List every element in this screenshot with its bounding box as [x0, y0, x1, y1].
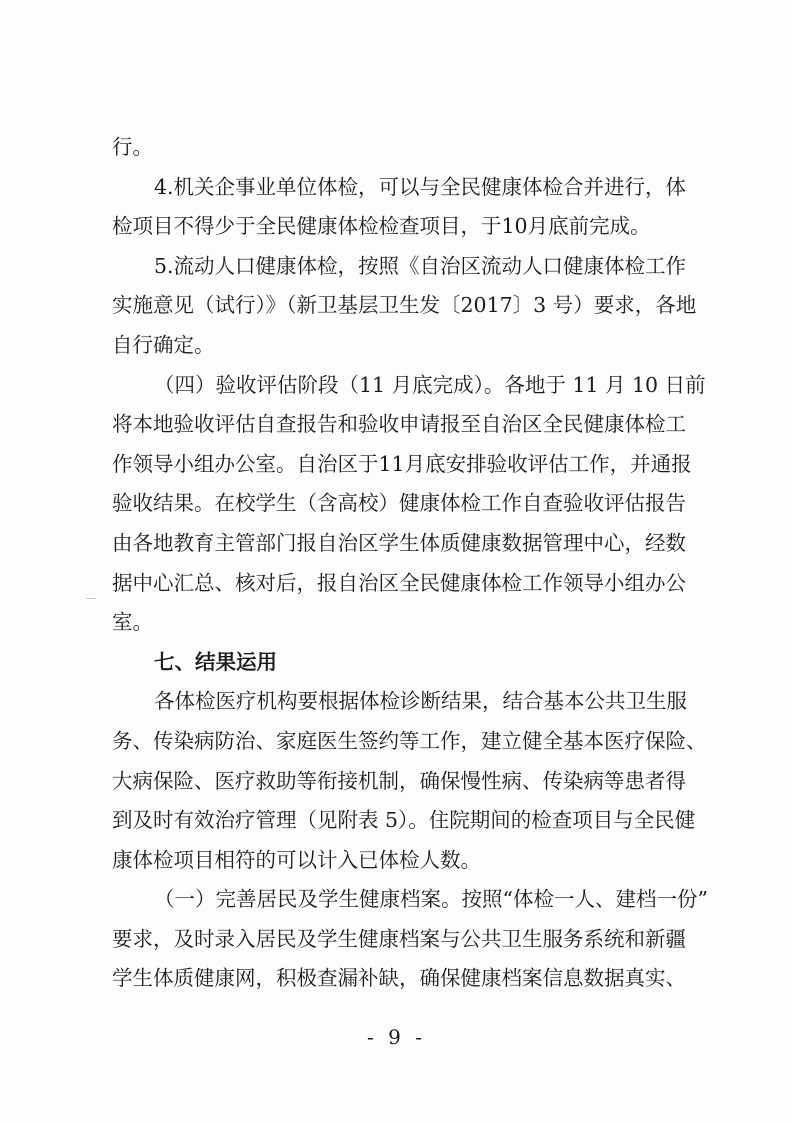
- text-line: 将本地验收评估自查报告和验收申请报至自治区全民健康体检工: [112, 412, 686, 437]
- text-line: 实施意见（试行）》（新卫基层卫生发〔2017〕3 号）要求，各地: [112, 293, 697, 318]
- text-line: 检项目不得少于全民健康体检检查项目，于10月底前完成。: [112, 214, 651, 239]
- margin-mark: [86, 598, 96, 599]
- paragraph-results-use: 各体检医疗机构要根据体检诊断结果，结合基本公共卫生服: [154, 689, 687, 714]
- text-line: 据中心汇总、核对后，报自治区全民健康体检工作领导小组办公: [112, 570, 686, 595]
- document-body: [112, 128, 708, 999]
- text-line: 务、传染病防治、家庭医生签约等工作，建立健全基本医疗保险、: [112, 728, 707, 753]
- text-line: 大病保险、医疗救助等衔接机制，确保慢性病、传染病等患者得: [112, 768, 686, 793]
- text-line: 作领导小组办公室。自治区于11月底安排验收评估工作，并通报: [112, 451, 692, 476]
- page-number: - 9 -: [367, 1025, 426, 1049]
- text-line: 学生体质健康网，积极查漏补缺，确保健康档案信息数据真实、: [112, 966, 686, 991]
- text-line: 行。: [112, 135, 153, 159]
- text-line: 由各地教育主管部门报自治区学生体质健康数据管理中心，经数: [112, 530, 686, 555]
- section-heading-results: 七、结果运用: [154, 649, 277, 674]
- paragraph-health-records: （一）完善居民及学生健康档案。按照“体检一人、建档一份”: [154, 887, 708, 912]
- text-line: 康体检项目相符的可以计入已体检人数。: [112, 847, 481, 872]
- text-line: 到及时有效治疗管理（见附表 5）。住院期间的检查项目与全民健: [112, 808, 696, 833]
- text-line: 自行确定。: [112, 332, 215, 357]
- paragraph-acceptance-stage: （四）验收评估阶段（11 月底完成）。各地于 11 月 10 日前: [154, 372, 706, 397]
- text-line: 室。: [112, 610, 153, 635]
- text-line: 要求，及时录入居民及学生健康档案与公共卫生服务系统和新疆: [112, 926, 686, 951]
- paragraph-floating-population: 5.流动人口健康体检，按照《自治区流动人口健康体检工作: [154, 253, 687, 278]
- text-line: 验收结果。在校学生（含高校）健康体检工作自查验收评估报告: [112, 491, 686, 516]
- paragraph-organ-checkup: 4.机关企事业单位体检，可以与全民健康体检合并进行，体: [154, 174, 687, 199]
